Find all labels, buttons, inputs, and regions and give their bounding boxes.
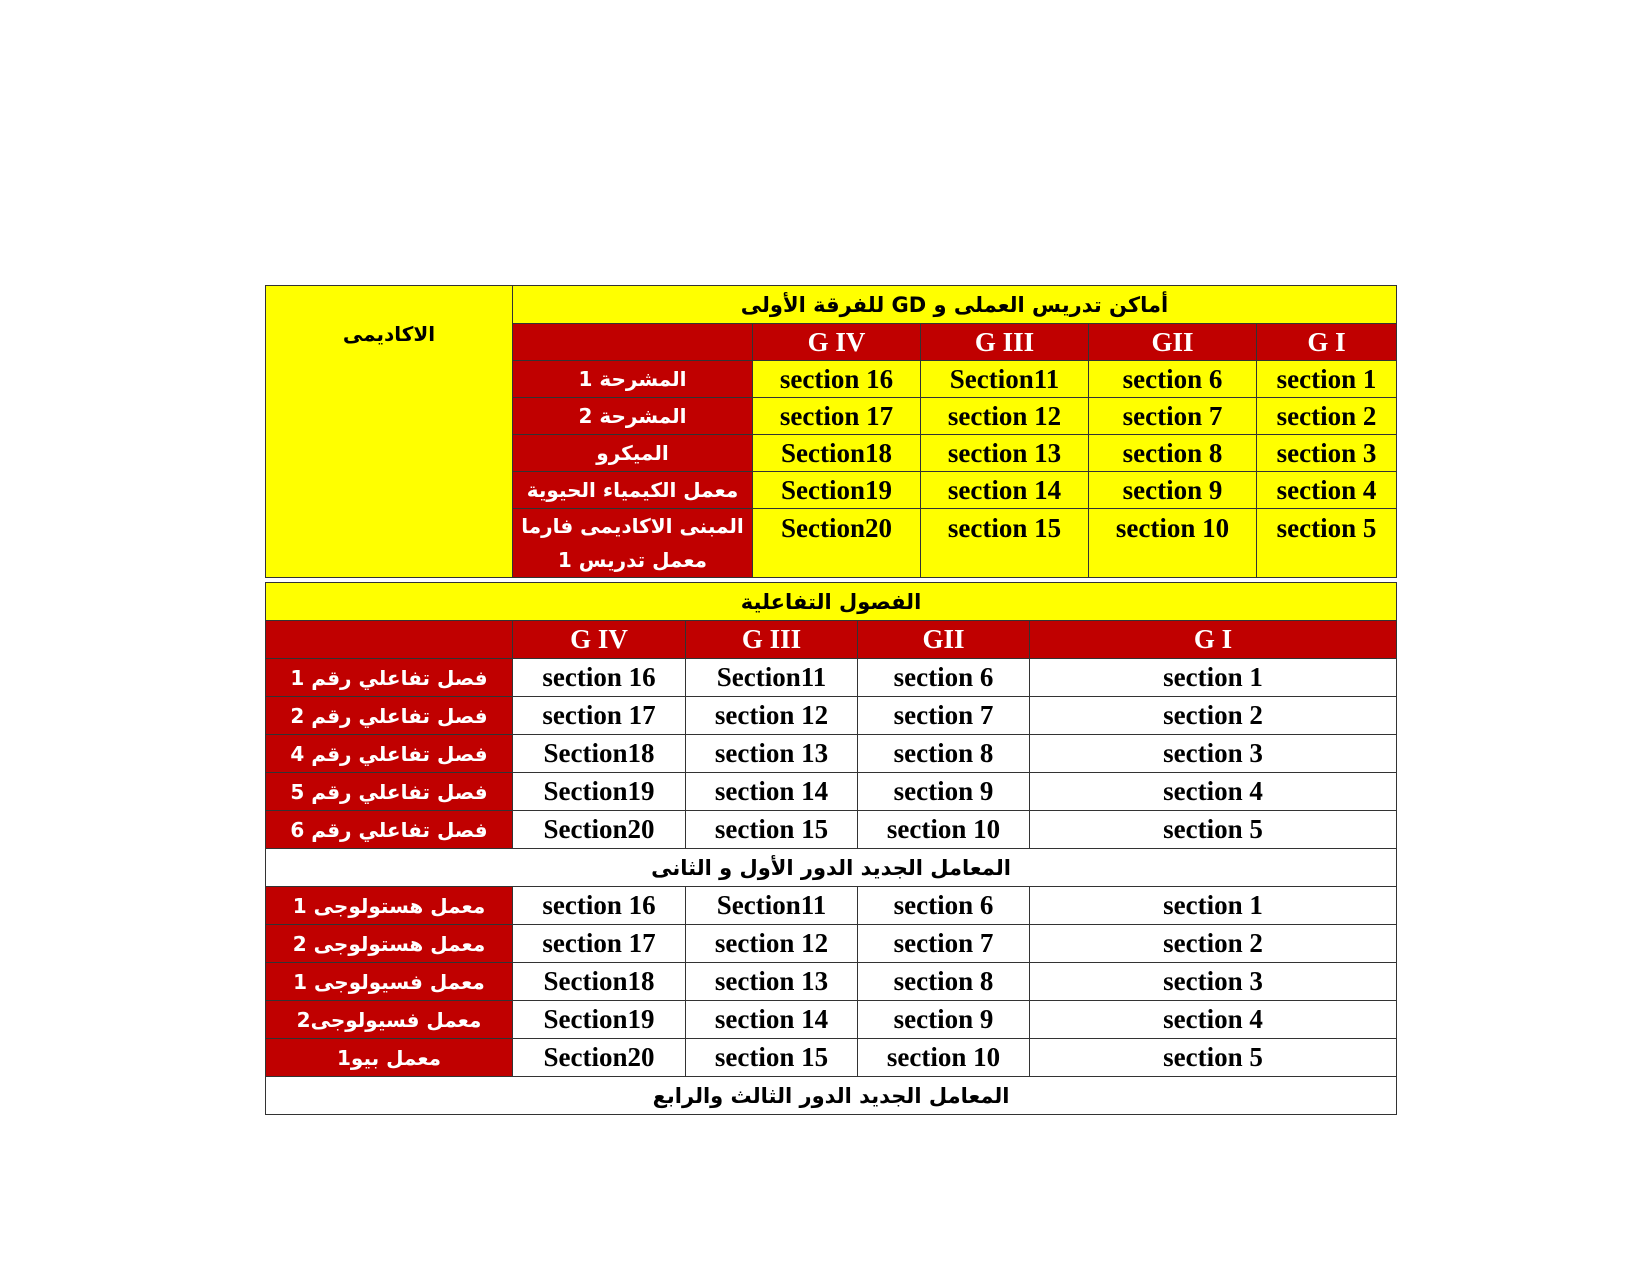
cell-g4: Section20 bbox=[513, 1039, 686, 1077]
cell-g1: section 1 bbox=[1030, 887, 1397, 925]
cell-g2: section 8 bbox=[858, 735, 1030, 773]
row-label-line2: معمل تدريس 1 bbox=[557, 548, 708, 572]
cell-g2: section 9 bbox=[858, 773, 1030, 811]
cell-g1: section 3 bbox=[1030, 963, 1397, 1001]
cell-g4: Section19 bbox=[513, 773, 686, 811]
interactive-row bbox=[266, 773, 1397, 811]
cell-g4: section 17 bbox=[513, 697, 686, 735]
row-label: فصل تفاعلي رقم 5 bbox=[266, 773, 513, 811]
cell-g3: section 14 bbox=[921, 472, 1089, 509]
row-label: معمل بيو1 bbox=[266, 1039, 513, 1077]
row-label: المشرحة 2 bbox=[513, 398, 753, 435]
cell-g4: section 16 bbox=[513, 887, 686, 925]
top-table-title: أماكن تدريس العملى و GD للفرقة الأولى bbox=[513, 286, 1397, 324]
cell-g3: section 12 bbox=[686, 925, 858, 963]
row-label: معمل فسيولوجى 1 bbox=[266, 963, 513, 1001]
cell-g2: section 7 bbox=[1089, 398, 1257, 435]
cell-g1: section 1 bbox=[1257, 361, 1397, 398]
cell-g2: section 10 bbox=[858, 811, 1030, 849]
cell-g1: section 5 bbox=[1257, 509, 1397, 578]
labs12-title: المعامل الجديد الدور الأول و الثانى bbox=[266, 849, 1397, 887]
cell-g1: section 3 bbox=[1030, 735, 1397, 773]
cell-g4: section 17 bbox=[513, 925, 686, 963]
row-label: فصل تفاعلي رقم 4 bbox=[266, 735, 513, 773]
cell-g1: section 3 bbox=[1257, 435, 1397, 472]
row-label: معمل الكيمياء الحيوية bbox=[513, 472, 753, 509]
top-header-g4: G IV bbox=[753, 324, 921, 361]
cell-g2: section 7 bbox=[858, 697, 1030, 735]
row-label-line1: المبنى الاكاديمى فارما bbox=[521, 514, 744, 538]
cell-g1: section 2 bbox=[1030, 697, 1397, 735]
cell-g1: section 1 bbox=[1030, 659, 1397, 697]
cell-g4: section 16 bbox=[753, 361, 921, 398]
cell-g4: Section20 bbox=[513, 811, 686, 849]
cell-g2: section 6 bbox=[858, 887, 1030, 925]
row-label: معمل فسيولوجى2 bbox=[266, 1001, 513, 1039]
labs12-row bbox=[266, 1039, 1397, 1077]
cell-g3: Section11 bbox=[686, 659, 858, 697]
cell-g3: section 14 bbox=[686, 1001, 858, 1039]
row-label: الميكرو bbox=[513, 435, 753, 472]
interactive-row bbox=[266, 659, 1397, 697]
interactive-header-empty bbox=[266, 621, 513, 659]
cell-g3: section 13 bbox=[686, 735, 858, 773]
cell-g4: section 16 bbox=[513, 659, 686, 697]
cell-g4: Section19 bbox=[753, 472, 921, 509]
cell-g2: section 8 bbox=[858, 963, 1030, 1001]
top-schedule-table bbox=[265, 285, 1397, 578]
cell-g4: Section18 bbox=[753, 435, 921, 472]
cell-g3: section 15 bbox=[921, 509, 1089, 578]
interactive-row bbox=[266, 811, 1397, 849]
row-label: معمل هستولوجى 2 bbox=[266, 925, 513, 963]
cell-g4: Section20 bbox=[753, 509, 921, 578]
cell-g3: Section11 bbox=[686, 887, 858, 925]
cell-g3: section 15 bbox=[686, 811, 858, 849]
cell-g2: section 6 bbox=[858, 659, 1030, 697]
labs12-row bbox=[266, 925, 1397, 963]
interactive-header-g4: G IV bbox=[513, 621, 686, 659]
row-label: معمل هستولوجى 1 bbox=[266, 887, 513, 925]
cell-g2: section 10 bbox=[858, 1039, 1030, 1077]
cell-g1: section 2 bbox=[1030, 925, 1397, 963]
cell-g3: Section11 bbox=[921, 361, 1089, 398]
cell-g1: section 5 bbox=[1030, 811, 1397, 849]
cell-g1: section 4 bbox=[1030, 1001, 1397, 1039]
cell-g3: section 15 bbox=[686, 1039, 858, 1077]
top-header-g1: G I bbox=[1257, 324, 1397, 361]
cell-g3: section 13 bbox=[686, 963, 858, 1001]
top-header-g3: G III bbox=[921, 324, 1089, 361]
cell-g2: section 7 bbox=[858, 925, 1030, 963]
labs12-row bbox=[266, 963, 1397, 1001]
row-label: فصل تفاعلي رقم 2 bbox=[266, 697, 513, 735]
cell-g1: section 2 bbox=[1257, 398, 1397, 435]
top-header-empty bbox=[513, 324, 753, 361]
cell-g2: section 10 bbox=[1089, 509, 1257, 578]
interactive-header-g1: G I bbox=[1030, 621, 1397, 659]
interactive-title: الفصول التفاعلية bbox=[266, 583, 1397, 621]
interactive-row bbox=[266, 697, 1397, 735]
cell-g4: Section18 bbox=[513, 735, 686, 773]
cell-g4: Section19 bbox=[513, 1001, 686, 1039]
cell-g1: section 4 bbox=[1257, 472, 1397, 509]
cell-g4: section 17 bbox=[753, 398, 921, 435]
cell-g2: section 9 bbox=[858, 1001, 1030, 1039]
cell-g3: section 12 bbox=[921, 398, 1089, 435]
cell-g2: section 6 bbox=[1089, 361, 1257, 398]
row-label: فصل تفاعلي رقم 6 bbox=[266, 811, 513, 849]
cell-g4: Section18 bbox=[513, 963, 686, 1001]
cell-g3: section 14 bbox=[686, 773, 858, 811]
cell-g1: section 4 bbox=[1030, 773, 1397, 811]
cell-g2: section 9 bbox=[1089, 472, 1257, 509]
row-label: المشرحة 1 bbox=[513, 361, 753, 398]
cell-g2: section 8 bbox=[1089, 435, 1257, 472]
row-label: فصل تفاعلي رقم 1 bbox=[266, 659, 513, 697]
interactive-header-g2: GII bbox=[858, 621, 1030, 659]
academic-label: الاكاديمى bbox=[266, 286, 513, 578]
cell-g3: section 12 bbox=[686, 697, 858, 735]
row-label bbox=[513, 509, 753, 578]
labs12-row bbox=[266, 887, 1397, 925]
labs34-title: المعامل الجديد الدور الثالث والرابع bbox=[266, 1077, 1397, 1115]
cell-g1: section 5 bbox=[1030, 1039, 1397, 1077]
interactive-row bbox=[266, 735, 1397, 773]
bottom-schedule-table bbox=[265, 582, 1397, 1115]
cell-g3: section 13 bbox=[921, 435, 1089, 472]
top-header-g2: GII bbox=[1089, 324, 1257, 361]
labs12-row bbox=[266, 1001, 1397, 1039]
interactive-header-g3: G III bbox=[686, 621, 858, 659]
